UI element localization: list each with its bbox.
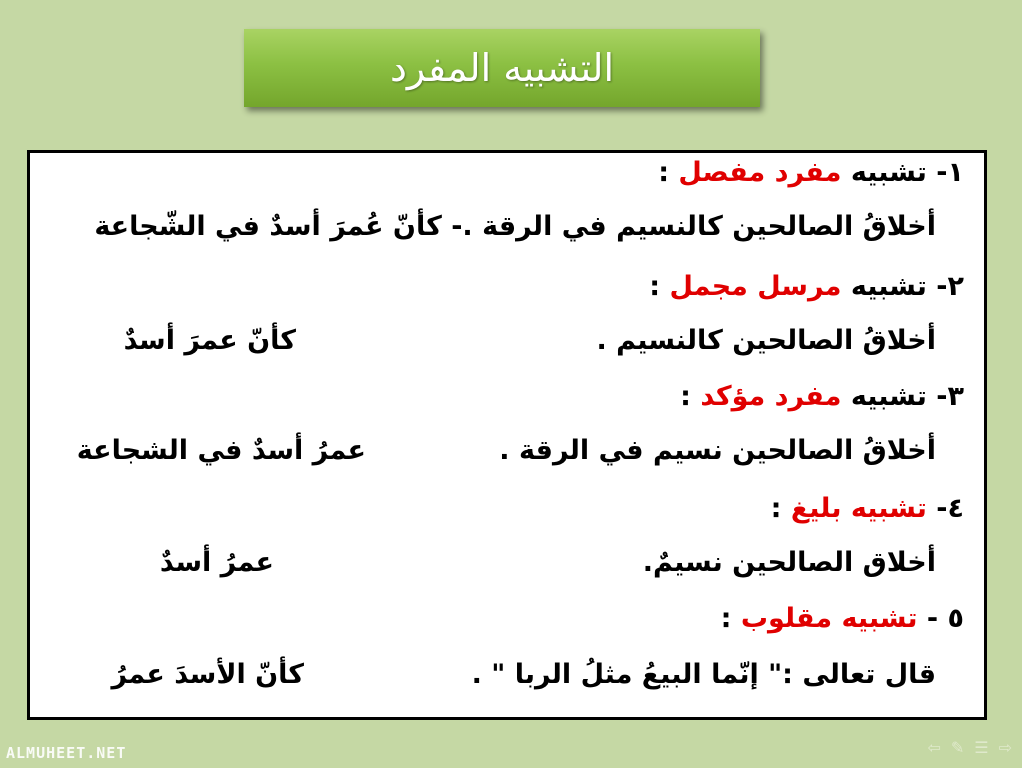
slide-title: التشبيه المفرد [389, 46, 615, 90]
prev-arrow-icon[interactable]: ⇦ [927, 738, 941, 757]
item-4-heading-prefix: ٤- [936, 493, 964, 524]
item-2-heading [30, 271, 984, 327]
site-logo: ALMUHEET.NET [6, 744, 127, 762]
item-5-heading [30, 603, 984, 659]
item-4-example-a: أخلاق الصالحين نسيمٌ. [642, 547, 936, 578]
item-1-heading-type: مفرد مفصل [678, 157, 842, 188]
item-3-heading-type: مفرد مؤكد [700, 381, 842, 412]
next-arrow-icon[interactable]: ⇨ [998, 738, 1012, 757]
item-1-heading [30, 157, 984, 213]
item-1-example-a: أخلاقُ الصالحين كالنسيم في الرقة .- كأنّ عُمرَ أسدٌ في الشّجاعة [94, 211, 936, 242]
item-1-heading-colon: : [658, 157, 669, 188]
item-4-heading-type: تشبيه بليغ [790, 493, 927, 524]
menu-icon[interactable]: ☰ [974, 738, 989, 757]
item-2-heading-type: مرسل مجمل [669, 271, 842, 302]
item-2-heading-prefix: ٢- تشبيه [850, 271, 964, 302]
pen-icon[interactable]: ✎ [950, 738, 965, 757]
item-3-example-b: عمرُ أسدٌ في الشجاعة [76, 435, 366, 466]
item-3-heading [30, 381, 984, 437]
item-2-example-a: أخلاقُ الصالحين كالنسيم . [596, 325, 936, 356]
item-5-heading-prefix: ٥ - [926, 603, 964, 634]
item-5-heading-type: تشبيه مقلوب [740, 603, 918, 634]
content-panel [27, 150, 987, 720]
item-1-heading-prefix: ١- تشبيه [850, 157, 964, 188]
title-banner [244, 29, 760, 107]
item-5-heading-colon: : [720, 603, 732, 634]
item-3-heading-prefix: ٣- تشبيه [850, 381, 964, 412]
item-2-example-b: كأنّ عمرَ أسدٌ [123, 325, 296, 356]
slide-nav [927, 738, 1012, 757]
item-3-example-a: أخلاقُ الصالحين نسيم في الرقة . [499, 435, 936, 466]
item-2-heading-colon: : [649, 271, 661, 302]
item-4-heading-colon: : [770, 493, 782, 524]
item-5-examples [30, 659, 984, 715]
item-2-examples [30, 325, 984, 381]
item-4-examples [30, 547, 984, 603]
item-5-example-a: قال تعالى :" إنّما البيعُ مثلُ الربا " . [471, 659, 936, 690]
item-3-heading-colon: : [680, 381, 691, 412]
item-5-example-b: كأنّ الأسدَ عمرُ [111, 659, 304, 690]
item-1-examples [30, 211, 984, 267]
item-3-examples [30, 435, 984, 491]
item-4-example-b: عمرُ أسدٌ [159, 547, 274, 578]
item-4-heading [30, 493, 984, 549]
